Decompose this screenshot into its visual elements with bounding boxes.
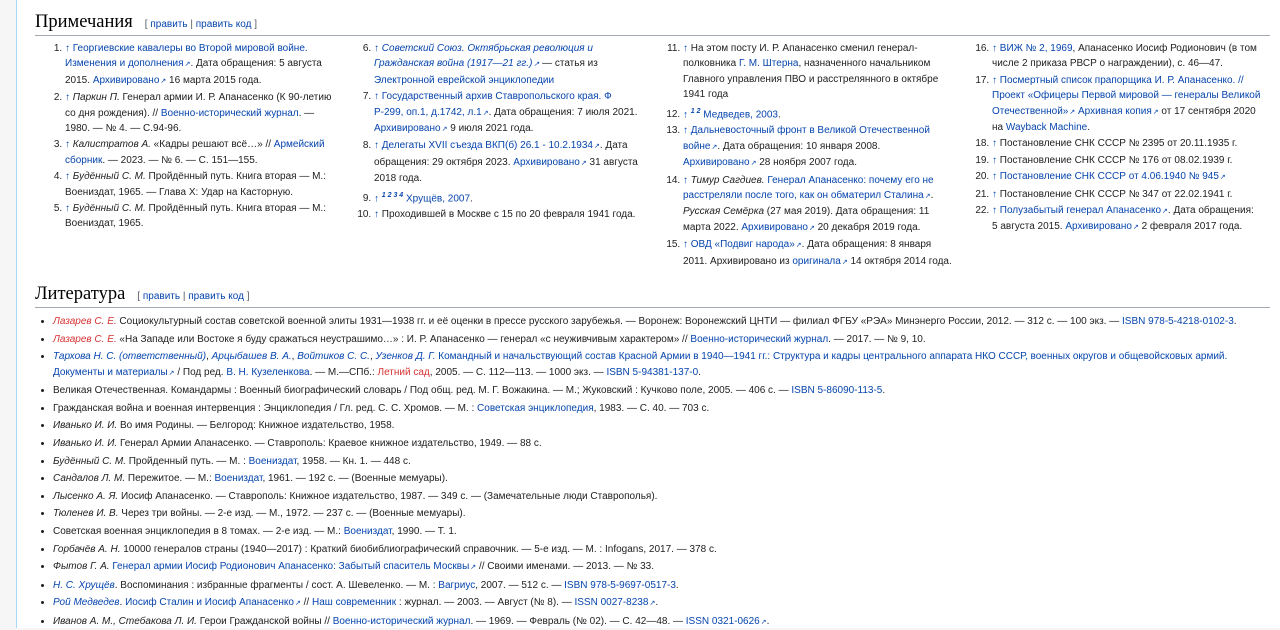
backlink-arrow[interactable]: ↑ [65, 171, 73, 183]
reference-text: Генерал армии И. Р. Апанасенко (К 90-летию со дня рождения). // [65, 92, 332, 119]
reference-link[interactable]: Постановление СНК СССР от 4.06.1940 № 945 ↗ [1000, 171, 1226, 182]
reference-text: 31 августа 2018 года. [374, 156, 638, 185]
reference-link[interactable]: Воениздат [343, 525, 392, 537]
reference-text: . [777, 108, 781, 120]
reference-text: 20 декабря 2019 года. [814, 221, 921, 233]
reference-text: Иванько И. И. [53, 420, 118, 432]
reference-text: Тимур Сагдиев. [690, 174, 765, 186]
reference-link[interactable]: Арцыбашев В. А. [211, 351, 292, 363]
reference-link[interactable]: Архивировано ↗ [374, 123, 447, 134]
literature-item [53, 436, 1270, 451]
reference-item [374, 138, 653, 186]
reference-text: 10000 генералов страны (1940—2017) : Краткий биобиблиографический справочник. — 5-е изд. — М. : Infogans, 2017. — 378 с. [120, 543, 717, 555]
reference-link[interactable]: Вагриус [438, 579, 476, 591]
reference-text: Постановление СНК СССР № 347 от 22.02.1941 г. [999, 188, 1233, 200]
reference-link[interactable]: Полузабытый генерал Апанасенко ↗ [1000, 205, 1168, 216]
reference-text: . — 1969. — Февраль (№ 02). — С. 42—48. — [470, 615, 686, 627]
literature-item [53, 489, 1270, 504]
reference-link[interactable]: Государственный архив Ставропольского края. Ф Р-299, оп.1, д.1742, л.1 ↗ [374, 91, 612, 117]
notes-title: Примечания [35, 12, 133, 32]
reference-text: . Дата обращения: 10 января 2008. [717, 140, 881, 152]
reference-link[interactable]: Войтиков С. С. [297, 351, 370, 363]
reference-text: 28 ноября 2007 года. [756, 157, 857, 169]
reference-link[interactable]: Электронной еврейской энциклопедии [374, 74, 555, 86]
reference-text: Лазарев С. Е. [53, 333, 117, 345]
reference-item [992, 187, 1271, 202]
reference-link[interactable]: Дальневосточный фронт в Великой Отечественной войне ↗ [683, 125, 930, 151]
reference-link[interactable]: Узенков Д. Г. [375, 351, 436, 363]
reference-link[interactable]: Военно-исторический журнал [160, 107, 299, 119]
reference-text: , [369, 351, 376, 363]
reference-item [992, 73, 1271, 136]
reference-text: Пережитое. — М.: [125, 473, 215, 485]
literature-item [53, 559, 1270, 575]
reference-text: Калистратов А. [72, 139, 151, 151]
reference-text: , 1961. — 192 с. — (Военные мемуары). [262, 473, 448, 485]
reference-text: , Апанасенко Иосиф Родионович (в том числе 2 приказа РВСР о награждении), с. 46—47. [992, 43, 1257, 70]
reference-text: 16 марта 2015 года. [166, 74, 262, 86]
reference-link[interactable]: Делегаты XVII съезда ВКП(б) 26.1 - 10.2.1934 ↗ [382, 140, 600, 151]
reference-link[interactable]: ISSN 0321-0626 ↗ [686, 616, 767, 627]
reference-text: Иосиф Апанасенко. — Ставрополь: Книжное издательство, 1987. — 349 с. — (Замечательные люди Ставрополья). [118, 490, 658, 502]
literature-item [53, 383, 1270, 398]
reference-link[interactable]: Архивировано ↗ [93, 75, 166, 86]
reference-text: . [119, 597, 126, 609]
literature-list [35, 314, 1270, 630]
reference-text: . Дата обращения: 5 августа 2015. [992, 205, 1254, 233]
reference-link[interactable]: Воениздат [248, 455, 297, 467]
reference-text: 2 февраля 2017 года. [1138, 221, 1243, 233]
reference-text: . [655, 597, 659, 609]
reference-link[interactable]: Советский Союз. Октябрьская революция и Гражданская война (1917—21 гг.) ↗ [374, 43, 593, 69]
reference-text: , 2007. — 512 с. — [475, 579, 565, 591]
reference-link[interactable]: Wayback Machine [1005, 122, 1088, 134]
reference-text: Фытов Г. А. [53, 561, 110, 573]
backlink-letters[interactable]: 1 2 3 4 [381, 191, 404, 199]
reference-item [65, 41, 344, 89]
reference-item [374, 89, 653, 137]
reference-item [992, 153, 1271, 168]
reference-text: . — М.—СПб.: [309, 366, 378, 378]
reference-text: Советская военная энциклопедия в 8 томах. — 2-е изд. — М.: [53, 525, 344, 537]
reference-link[interactable]: Советская энциклопедия [477, 402, 594, 414]
reference-text: «На Западе или Востоке я буду сражаться неустрашимо…» : И. Р. Апанасенко — генерал «с неуживчивым характером» // [116, 333, 691, 345]
reference-item [374, 41, 653, 88]
reference-text: : журнал. — 2003. — Август (№ 8). — [396, 597, 575, 609]
reference-item [992, 136, 1271, 151]
reference-text: , 1990. — Т. 1. [391, 525, 457, 537]
reference-text: Русская Семёрка [683, 206, 765, 218]
backlink-arrow[interactable]: ↑ [683, 108, 691, 120]
literature-edit-link[interactable]: править [142, 291, 181, 303]
reference-link[interactable]: Георгиевские кавалеры во Второй мировой войне. Изменения и дополнения ↗ [65, 43, 308, 69]
reference-text: Социокультурный состав советской военной элиты 1931—1938 гг. и её оценки в прессе русского зарубежья. — Воронеж: Воронежский ЦНТИ — филиал ФГБУ «РЭА» Минэнерго России, 2012. — 312 с. — 100 экз. — [116, 316, 1123, 328]
backlink-letters[interactable]: 1 2 [690, 107, 701, 115]
reference-link[interactable]: Тархова Н. С. (ответственный) [53, 351, 207, 363]
reference-link[interactable]: ISBN 5-86090-113-5 [791, 385, 883, 397]
notes-edit-code-link[interactable]: править код [195, 19, 252, 30]
reference-text: Герои Гражданской войны // [196, 615, 333, 627]
reference-item [992, 203, 1271, 236]
backlink-arrow[interactable]: ↑ [374, 209, 382, 221]
reference-text: Тюленев И. В. [53, 508, 119, 520]
reference-text: , 1958. — Кн. 1. — 448 с. [296, 455, 411, 467]
reference-text: . [930, 189, 934, 201]
reference-text: . [1087, 122, 1090, 134]
reference-text: Лазарев С. Е. [53, 316, 117, 328]
backlink-arrow[interactable]: ↑ [992, 171, 1000, 183]
reference-text: Летний сад [377, 366, 430, 378]
reference-item [992, 169, 1271, 185]
reference-link[interactable]: Посмертный список прапорщика И. Р. Апанасенко. // Проект «Офицеры Первой мировой — генералы Великой Отечественной» ↗ [992, 75, 1260, 117]
reference-text: . Дата обращения: 7 июля 2021. [488, 106, 638, 118]
backlink-arrow[interactable]: ↑ [992, 205, 1000, 217]
literature-heading [35, 284, 1270, 308]
literature-item [53, 542, 1270, 557]
reference-text: . Дата обращения: 29 октября 2023. [374, 140, 628, 168]
reference-text: Проходившей в Москве с 15 по 20 февраля 1941 года. [381, 209, 636, 221]
reference-link[interactable]: Н. С. Хрущёв [53, 579, 115, 591]
reference-text: Сандалов Л. М. [53, 473, 126, 485]
reference-text: Лысенко А. Я. [53, 490, 119, 502]
reference-text: . [675, 579, 679, 591]
literature-item [53, 332, 1270, 347]
bracket-close: ] [254, 19, 257, 30]
reference-text: . [698, 366, 701, 378]
reference-text: Великая Отечественная. Командармы : Военный биографический словарь / Под общ. ред. М. Г. Вожакина. — М.; Жуковский : Кучково поле, 2005. — 406 с. — [53, 385, 792, 397]
reference-item [992, 41, 1271, 72]
backlink-arrow[interactable]: ↑ [65, 43, 73, 54]
reference-text: , 2005. — С. 112—113. — 1000 экз. — [429, 366, 607, 378]
backlink-arrow[interactable]: ↑ [374, 91, 382, 103]
references-column-3 [653, 41, 962, 271]
reference-link[interactable]: Генерал армии Иосиф Родионович Апанасенко: Забытый спаситель Москвы ↗ [112, 561, 476, 572]
reference-text: 14 октября 2014 года. [847, 255, 952, 267]
backlink-arrow[interactable]: ↑ [992, 138, 1000, 150]
reference-link[interactable]: Воениздат [214, 473, 263, 485]
literature-item [53, 506, 1270, 521]
reference-link[interactable]: ISBN 978-5-4218-0102-3 [1122, 316, 1234, 328]
references-column-2 [344, 41, 653, 271]
reference-text: На этом посту И. Р. Апанасенко сменил генерал-полковника [683, 43, 918, 70]
reference-text: Горбачёв А. Н. [53, 543, 121, 555]
backlink-arrow[interactable]: ↑ [374, 43, 382, 54]
backlink-arrow[interactable]: ↑ [65, 203, 73, 215]
reference-text: // [300, 597, 312, 609]
bracket-close: ] [246, 291, 250, 303]
bracket-open: [ [144, 19, 148, 30]
backlink-arrow[interactable]: ↑ [65, 139, 73, 151]
reference-text: Иванов А. М., Стебакова Л. И. [53, 615, 197, 627]
reference-text: Будённый С. М. [72, 171, 146, 183]
reference-link[interactable]: Армейский сборник [65, 139, 325, 166]
reference-item [683, 173, 962, 237]
reference-link[interactable]: Генерал Апанасенко: почему его не расстреляли после того, как он обматерил Сталина ↗ [683, 175, 934, 201]
reference-text: — статья из [539, 58, 598, 70]
reference-link[interactable]: Архивная копия ↗ [1078, 106, 1159, 117]
literature-edit-section [137, 291, 249, 302]
reference-item [65, 137, 344, 168]
article-content [16, 0, 1280, 628]
literature-item [53, 349, 1270, 381]
reference-item [374, 188, 653, 207]
reference-item [65, 201, 344, 232]
reference-text: , 1983. — С. 40. — 703 с. [593, 402, 710, 414]
reference-text: // Своими именами. — 2013. — № 33. [476, 561, 654, 573]
reference-text: от 17 сентября 2020 на [992, 105, 1256, 134]
reference-item [683, 41, 962, 103]
reference-link[interactable]: Архивировано ↗ [513, 157, 586, 168]
reference-text: . [882, 385, 886, 397]
reference-item [683, 104, 962, 123]
reference-link[interactable]: ISBN 5-94381-137-0 [606, 366, 699, 378]
reference-text: . — 2017. — № 9, 10. [828, 333, 926, 345]
reference-link[interactable]: Военно-исторический журнал [690, 333, 829, 345]
reference-link[interactable]: Архивировано ↗ [683, 157, 756, 168]
reference-text: / Под ред. [174, 366, 227, 378]
reference-text: . [1233, 316, 1237, 328]
reference-text: . Дата обращения: 8 января 2011. Архивировано из [683, 239, 932, 267]
backlink-arrow[interactable]: ↑ [683, 239, 691, 251]
reference-link[interactable]: Командный и начальствующий состав Красной Армии в 1940—1941 гг.: Структура и кадры центрального аппарата НКО СССР, военных округов и общевойсковых армий. Документы и материалы ↗ [53, 351, 1227, 377]
reference-text: Во имя Родины. — Белгород: Книжное издательство, 1958. [117, 420, 395, 432]
reference-text: Будённый С. М. [72, 203, 146, 215]
reference-link[interactable]: В. Н. Кузеленкова [226, 366, 310, 378]
backlink-arrow[interactable]: ↑ [683, 43, 691, 54]
literature-item [53, 578, 1270, 593]
reference-link[interactable]: ОВД «Подвиг народа» ↗ [691, 239, 802, 250]
reference-link[interactable]: Г. М. Штерна [739, 58, 799, 70]
reference-link[interactable]: Архивировано ↗ [1065, 221, 1138, 232]
reference-text: Пройдённый путь. Книга вторая — М.: Воениздат, 1965. [65, 203, 326, 230]
reference-text: Постановление СНК СССР № 2395 от 20.11.1935 г. [999, 138, 1238, 150]
reference-item [65, 90, 344, 136]
reference-link[interactable]: Иосиф Сталин и Иосиф Апанасенко ↗ [125, 597, 301, 608]
reference-text: «Кадры решают всё…» // [150, 139, 274, 151]
reference-text: Гражданская война и военная интервенция : Энциклопедия / Гл. ред. С. С. Хромов. — М. : [53, 402, 478, 414]
reference-link[interactable]: Военно-исторический журнал [332, 615, 471, 627]
reference-link[interactable]: Наш современник [311, 597, 397, 609]
separator: | [190, 19, 193, 30]
reference-text: Через три войны. — 2-е изд. — М., 1972. — 237 с. — (Военные мемуары). [118, 508, 466, 520]
literature-item [53, 418, 1270, 433]
backlink-arrow[interactable]: ↑ [683, 174, 691, 186]
references-list [35, 36, 1270, 271]
reference-item [683, 237, 962, 270]
reference-link[interactable]: Архивировано ↗ [741, 222, 814, 233]
backlink-arrow[interactable]: ↑ [992, 43, 1000, 54]
reference-text: Генерал Армии Апанасенко. — Ставрополь: Краевое книжное издательство, 1949. — 88 с. [117, 437, 542, 449]
reference-link[interactable]: Медведев, 2003 [703, 108, 778, 120]
notes-edit-link[interactable]: править [150, 19, 188, 30]
reference-text: . Воспоминания : избранные фрагменты / сост. А. Шевеленко. — М. : [114, 579, 439, 591]
reference-text: Будённый С. М. [53, 455, 126, 467]
literature-item [53, 454, 1270, 469]
reference-text: 9 июля 2021 года. [447, 123, 534, 135]
backlink-arrow[interactable]: ↑ [65, 92, 73, 104]
backlink-arrow[interactable]: ↑ [992, 188, 1000, 200]
reference-link[interactable]: ВИЖ № 2, 1969 [999, 43, 1073, 54]
references-column-4 [962, 41, 1271, 271]
reference-text: , назначенного начальником Главного управления ПВО и расстрелянного в октябре 1941 года [683, 58, 939, 101]
references-column-1 [35, 41, 344, 271]
literature-item [53, 471, 1270, 486]
reference-item [65, 169, 344, 200]
literature-item [53, 401, 1270, 416]
reference-text: Пройденный путь. — М. : [125, 455, 249, 467]
backlink-arrow[interactable]: ↑ [374, 140, 382, 152]
literature-edit-code-link[interactable]: править код [188, 291, 244, 303]
reference-link[interactable]: Хрущёв, 2007 [405, 192, 471, 204]
reference-text: , [291, 351, 298, 363]
literature-item [53, 524, 1270, 539]
literature-item [53, 314, 1270, 329]
backlink-arrow[interactable]: ↑ [374, 192, 382, 204]
reference-link[interactable]: оригинала ↗ [792, 256, 847, 267]
backlink-arrow[interactable]: ↑ [683, 125, 691, 137]
reference-text: . — 2023. — № 6. — С. 151—155. [102, 154, 258, 166]
reference-text: . [470, 192, 473, 204]
notes-heading [35, 12, 1270, 36]
reference-link[interactable]: ISBN 978-5-9697-0517-3 [564, 579, 676, 591]
backlink-arrow[interactable]: ↑ [992, 154, 1000, 166]
backlink-arrow[interactable]: ↑ [992, 74, 1000, 86]
bracket-open: [ [137, 291, 141, 303]
separator: | [182, 291, 186, 303]
reference-text: (27 мая 2019). Дата обращения: 11 марта 2022. [683, 206, 930, 233]
reference-text: Иванько И. И. [53, 437, 118, 449]
reference-link[interactable]: ISSN 0027-8238 ↗ [574, 597, 655, 608]
reference-text: . Дата обращения: 5 августа 2015. [65, 58, 322, 86]
reference-text: , [206, 351, 212, 363]
reference-text: . [766, 615, 770, 627]
notes-edit-section [145, 19, 257, 30]
reference-item [374, 207, 653, 222]
reference-link[interactable]: Рой Медведев [53, 597, 120, 609]
reference-text: Паркин П. [72, 92, 120, 104]
literature-item [53, 595, 1270, 611]
reference-item [683, 123, 962, 171]
reference-text: Пройдённый путь. Книга вторая — М.: Воениздат, 1965. — Глава X: Удар на Касторную. [65, 171, 326, 198]
reference-text: Постановление СНК СССР № 176 от 08.02.1939 г. [999, 154, 1233, 166]
reference-text: . — 1980. — № 4. — С.94-96. [65, 107, 315, 135]
literature-title: Литература [35, 284, 126, 305]
